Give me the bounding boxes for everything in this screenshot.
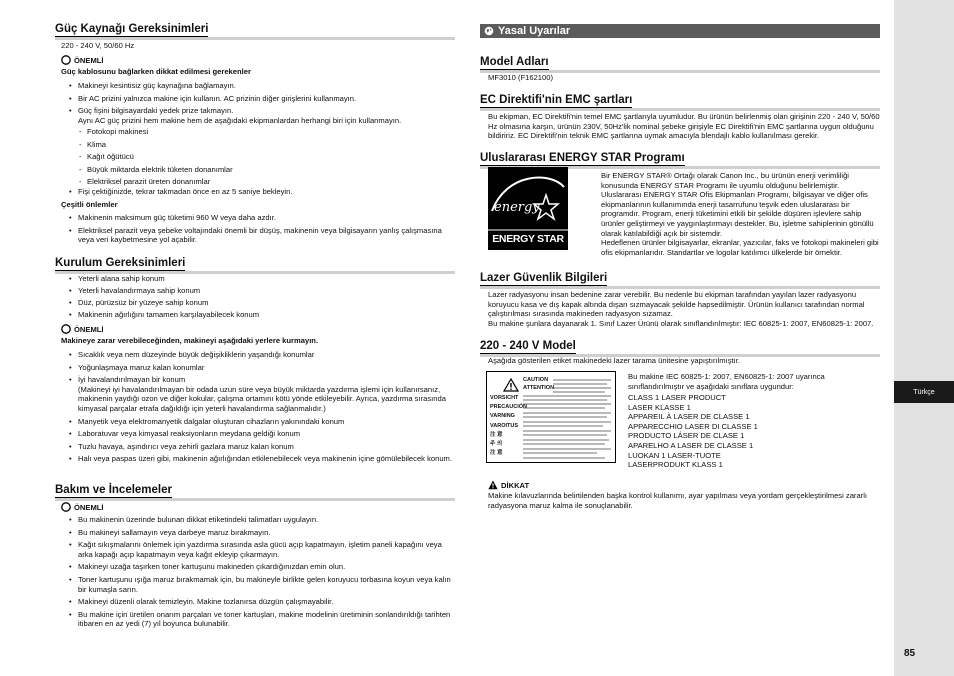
misc-measures-heading: Çeşitli önlemler [61, 200, 118, 209]
list-item: • Toner kartuşunu ışığa maruz bırakmamak için, bu makineyle birlikte gelen koruyucu torbasına koyun veya kalın bir kumaşla sarın. [55, 575, 455, 594]
warning-icon [488, 480, 498, 490]
label-word: PRECAUCIÓN [490, 404, 527, 411]
v220-classification: Bu makine IEC 60825-1: 2007, EN60825-1: 2007 uyarınca sınıflandırılmıştır ve aşağıdaki sınıflara uygundur: [628, 372, 825, 391]
energy-logo-text: ENERGY STAR [492, 233, 564, 245]
list-item: - Fotokopi makinesi [55, 126, 233, 139]
laser-para-1: Lazer radyasyonu insan bedenine zarar verebilir. Bu nedenle bu ekipman tarafından yayılan lazer radyasyonu koruyucu kasa ve dış kapak altında dışarı sızmayacak şekilde hapsedilmiştir. Ürünün kullanıcı tarafından normal çalıştırılması sırasında makineden radyasyon sızamaz. [488, 290, 865, 319]
emc-text: Bu ekipman, EC Direktifi'nin temel EMC şartlarıyla uyumludur. Bu ürünün belirlenmiş olan girişinin 220 - 240 V, 50/60 Hz olmasına karşın, ürünün 230V, 50Hz'lik nominal şebeke girişiyle EC Direktifi'nin EMC şartlarına uygun olduğunu bildiririz. EC Direktifi'nin teknik EMC şartlarına uymak amacıyla blendajlı kablo kullanılması gerekir. [488, 112, 880, 141]
globe-icon [484, 26, 494, 36]
page-number: 85 [904, 648, 916, 659]
caution-text: Makine kılavuzlarında belirtilenden başka kontrol kullanımı, ayar yapılması veya yordam gerçekleştirilmesi zararlı radyasyona maruz kalma ile sonuçlanabilir. [488, 491, 868, 510]
energy-para-2: Uluslararası ENERGY STAR Ofis Ekipmanları Programı, bilgisayar ve diğer ofis ekipmanlarının kullanımında enerji tasarrufunu teşvik eden uluslararası bir programdır. Program, enerji tüketimini etkili bir şekilde düşüren işlevlere sahip ürünler geliştirmeyi ve yaygınlaştırmayı destekler. Bu, işletme sahiplerinin gönüllü olarak katılabildiği açık bir sistemdir. [601, 190, 874, 238]
energy-logo-word: energy [494, 200, 540, 215]
power-list-2 [55, 187, 455, 197]
care-important-note [61, 502, 104, 512]
list-item: • Makineyi düzenli olarak temizleyin. Makine tozlanırsa düzgün çalışmayabilir. [55, 597, 455, 607]
label-word: 注 意 [490, 450, 503, 457]
class-item: LASER KLASSE 1 [628, 402, 691, 412]
emc-section-title: EC Direktifi'nin EMC şartları [480, 94, 880, 111]
list-item: • Düz, pürüzsüz bir yüzeye sahip konum [55, 298, 455, 308]
list-item: • Sıcaklık veya nem düzeyinde büyük değişikliklerin yaşandığı konumlar [55, 350, 455, 360]
install-list [55, 274, 455, 320]
list-item: • Makinenin ağırlığını tamamen karşılayabilecek konum [55, 310, 455, 320]
list-item: • Bu makine için üretilen onarım parçaları ve toner kartuşları, makine modelinin üretiminin sonlandırıldığı tarihten itibaren en az yedi (7) yıl boyunca bulunabilir. [55, 610, 455, 629]
list-item: • Yeterli havalandırmaya sahip konum [55, 286, 455, 296]
laser-para-2: Bu makine şunlara dayanarak 1. Sınıf Lazer Ürünü olarak sınıflandırılmıştır: IEC 60825-1: 2007, EN60825-1: 2007. [488, 318, 874, 328]
class-item: PRODUCTO LÁSER DE CLASE 1 [628, 431, 745, 441]
list-item [55, 375, 455, 413]
list-item: • Kağıt sıkışmalarını önlemek için yazdırma sırasında asla gücü açıp kapatmayın, işletim paneli kapağını veya arka kapağı açıp kapatmayın veya kağıt ekleyip çıkarmayın. [55, 540, 455, 559]
laser-text [488, 290, 880, 328]
list-item: • Laboratuvar veya kimyasal reaksiyonların meydana geldiği konum [55, 429, 455, 439]
list-item-text: İyi havalandırılmayan bir konum [78, 375, 186, 385]
power-same-outlet-text: Aynı AC güç prizini hem makine hem de aşağıdaki ekipmanlardan herhangi biri için kullanmayın. [78, 116, 402, 125]
power-important-note [61, 55, 104, 65]
laser-section-title: Lazer Güvenlik Bilgileri [480, 272, 880, 289]
list-item: • Tuzlu havaya, aşındırıcı veya zehirli gazlara maruz kalan konum [55, 442, 455, 452]
caution-label: DİKKAT [501, 480, 530, 490]
class-item: APARELHO A LASER DE CLASSE 1 [628, 440, 754, 450]
list-item: - Büyük miktarda elektrik tüketen donanımlar [55, 164, 233, 177]
label-word: VAROITUS [490, 422, 519, 429]
banner-title: Yasal Uyarılar [498, 25, 571, 37]
power-section-title: Güç Kaynağı Gereksinimleri [55, 23, 455, 40]
list-item: • Bir AC prizini yalnızca makine için kullanın. AC prizinin diğer girişlerini kullanmayın. [55, 94, 455, 104]
laser-caution-label [486, 371, 616, 463]
install-note-heading: Makineye zarar verebileceğinden, makineyi aşağıdaki yerlere kurmayın. [61, 336, 319, 345]
list-item: • Makineyi kesintisiz güç kaynağına bağlamayın. [55, 81, 455, 91]
important-icon [61, 55, 71, 65]
list-item: • Makinenin maksimum güç tüketimi 960 W veya daha azdır. [55, 213, 455, 223]
list-item: - Klima [55, 139, 233, 152]
note-label: ÖNEMLİ [74, 502, 104, 512]
list-item: • Yoğunlaşmaya maruz kalan konumlar [55, 363, 455, 373]
power-list [55, 81, 455, 116]
power-spec: 220 - 240 V, 50/60 Hz [61, 41, 135, 50]
energy-text [601, 171, 879, 257]
install-avoid-list [55, 350, 455, 464]
model-value: MF3010 (F162100) [488, 73, 554, 82]
vent-detail-text: (Makineyi iyi havalandırılmayan bir odada uzun süre veya büyük miktarda yazdırma işlemi için kullanırsanız, makinenin yaydığı ozon ve diğer kokular, çalışma ortamını kötü yönde etkileyebilir. Ayrıca, yazdırma sırasında kimyasal parçalar etrafa dağıldığı için yeterli havalandırma sağlanmalıdır.) [78, 384, 446, 413]
list-item: • Yeterli alana sahip konum [55, 274, 455, 284]
class-item: APPAREIL À LASER DE CLASSE 1 [628, 412, 750, 422]
class-item: LUOKAN 1 LASER-TUOTE [628, 450, 721, 460]
class-item: LASERPRODUKT KLASS 1 [628, 460, 723, 470]
caution-note [488, 480, 529, 490]
energy-section-title: Uluslararası ENERGY STAR Programı [480, 152, 880, 169]
label-word: 注 意 [490, 431, 503, 438]
label-word: ATTENTION [523, 385, 555, 391]
energy-para-1: Bir ENERGY STAR® Ortağı olarak Canon Inc., bu ürünün enerji verimliliği konusunda ENERGY STAR Programı ile uyumlu olduğunu belirlemiştir. [601, 171, 849, 190]
list-item: • Güç fişini bilgisayardaki yedek prize takmayın. [55, 106, 455, 116]
legal-banner [480, 24, 880, 38]
label-word: VARNING [490, 413, 515, 420]
list-item: - Elektriksel parazit üreten donanımlar [55, 176, 233, 189]
care-list [55, 515, 455, 629]
power-equipment-list [55, 126, 233, 189]
power-note-heading: Güç kablosunu bağlarken dikkat edilmesi gerekenler [61, 67, 251, 76]
care-section-title: Bakım ve İncelemeler [55, 484, 455, 501]
class-item: APPARECCHIO LASER DI CLASSE 1 [628, 421, 758, 431]
note-label: ÖNEMLİ [74, 55, 104, 65]
energy-star-logo [488, 167, 568, 250]
important-icon [61, 502, 71, 512]
model-section-title: Model Adları [480, 56, 880, 73]
label-fine-print [487, 372, 617, 464]
list-item: • Halı veya paspas üzeri gibi, makinenin ağırlığından etkilenebilecek veya makinenin içine gömülebilecek konum. [55, 454, 455, 464]
important-icon [61, 324, 71, 334]
list-item: • Bu makineyi sallamayın veya darbeye maruz bırakmayın. [55, 528, 455, 538]
note-label: ÖNEMLİ [74, 324, 104, 334]
label-word: CAUTION [523, 377, 549, 383]
side-strip [894, 0, 954, 676]
list-item: • Fişi çektiğinizde, tekrar takmadan önce en az 5 saniye bekleyin. [55, 187, 455, 197]
v220-section-title: 220 - 240 V Model [480, 340, 880, 357]
v220-intro: Aşağıda gösterilen etiket makinedeki lazer tarama ünitesine yapıştırılmıştır. [488, 356, 740, 365]
label-word: 주 의 [490, 441, 503, 448]
list-item: - Kağıt öğütücü [55, 151, 233, 164]
laser-classes [628, 393, 758, 470]
label-word: VORSICHT [490, 395, 519, 401]
language-tab[interactable]: Türkçe [894, 381, 954, 403]
class-item: CLASS 1 LASER PRODUCT [628, 393, 726, 402]
list-item: • Makineyi uzağa taşırken toner kartuşunu makineden çıkardığınızdan emin olun. [55, 562, 455, 572]
energy-para-3: Hedeflenen ürünler bilgisayarlar, ekranlar, yazıcılar, faks ve fotokopi makineleri gibi ofis ekipmanlarıdır. Standartlar ve logolar katılımcı ülkelerde bir örnektir. [601, 238, 879, 257]
misc-list [55, 213, 455, 245]
install-section-title: Kurulum Gereksinimleri [55, 257, 455, 274]
list-item: • Manyetik veya elektromanyetik dalgalar oluşturan cihazların yakınındaki konum [55, 417, 455, 427]
list-item: • Bu makinenin üzerinde bulunan dikkat etiketindeki talimatları uygulayın. [55, 515, 455, 525]
list-item: • Elektriksel parazit veya şebeke voltajındaki önemli bir düşüş, makinenin veya bilgisayarın yanlış çalışmasına veya veri kaybetmesine yol açabilir. [55, 226, 455, 245]
install-important-note [61, 324, 104, 334]
